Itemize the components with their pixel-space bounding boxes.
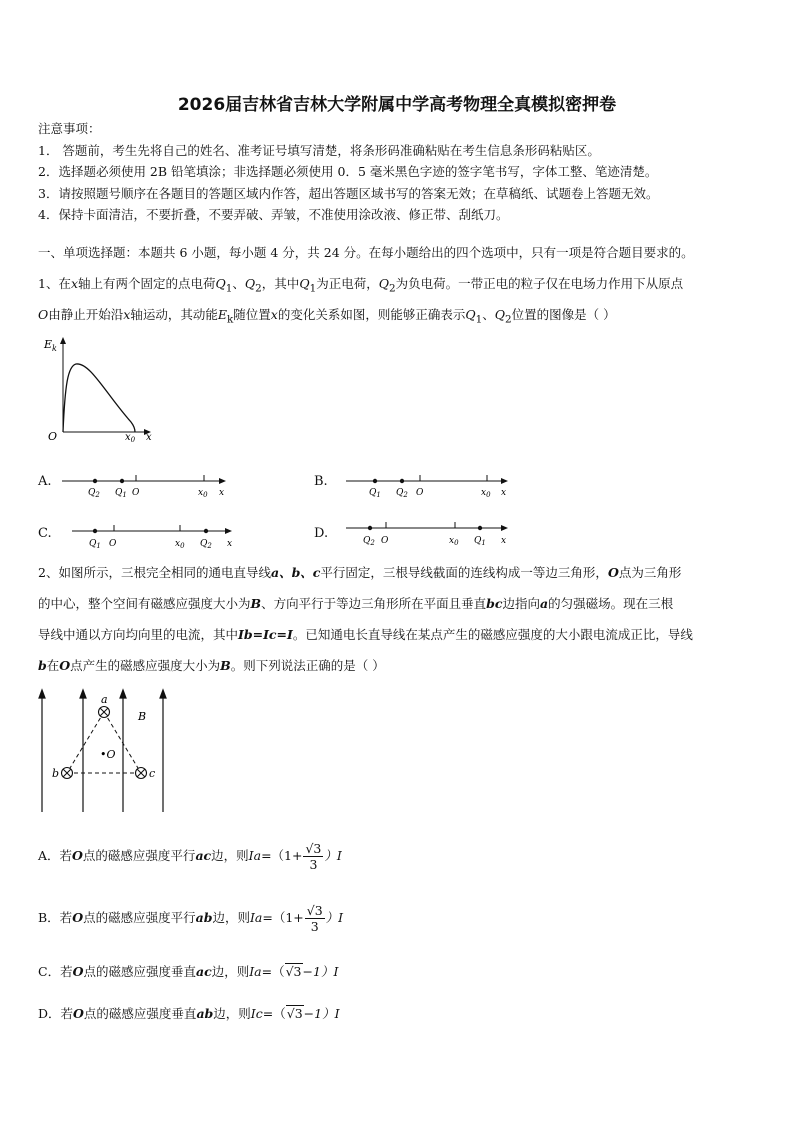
charge-dot xyxy=(93,479,97,483)
page-title: 2026届吉林省吉林大学附属中学高考物理全真模拟密押卷 xyxy=(177,95,617,115)
svg-text:x0: $x_0$ xyxy=(198,488,208,499)
ek-graph xyxy=(38,334,168,444)
x-label: x xyxy=(146,432,152,443)
q2-line2: 的中心，整个空间有磁感应强度大小为B、方向平行于等边三角形所在平面且垂直bc边指向a的匀强磁场。现在三根 xyxy=(38,596,674,611)
q2-line3: 导线中通以方向均向里的电流，其中Ib=Ic=I。已知通电长直导线在某点产生的磁感应强度的大小跟电流成正比，导线 xyxy=(38,627,693,642)
svg-text:x0: $x_0$ xyxy=(449,536,459,547)
svg-text:b: b xyxy=(52,767,60,780)
svg-text:O: O xyxy=(132,488,140,498)
q1-option-a-axis xyxy=(62,470,232,500)
x0-label: $x_0$ xyxy=(125,432,136,444)
q2-option-a[interactable]: A．若O点的磁感应强度平行ac边，则Ia=（1+ $\frac{√3}{3}$ ）I xyxy=(38,841,342,872)
notice-block xyxy=(38,118,658,226)
charge-dot xyxy=(400,479,404,483)
svg-text:Q1: $Q_1$ xyxy=(115,488,127,499)
q1-option-d-label[interactable]: D. xyxy=(314,526,329,541)
svg-text:c: c xyxy=(149,767,156,780)
svg-text:x: x xyxy=(501,536,507,546)
svg-text:x0: $x_0$ xyxy=(481,488,491,499)
svg-text:Q1: $Q_1$ xyxy=(369,488,381,499)
q1-line1: 1、在x轴上有两个固定的点电荷$Q_1$、$Q_2$，其中$Q_1$为正电荷，$Q_2$为负电荷。一带正电的粒子仅在电场力作用下从原点 xyxy=(38,276,684,295)
q1-option-c-axis xyxy=(72,521,242,551)
charge-dot xyxy=(204,529,208,533)
svg-text:B: B xyxy=(138,710,147,723)
svg-text:Q1: $Q_1$ xyxy=(474,536,486,547)
ek-curve xyxy=(63,364,135,432)
section-heading: 一、单项选择题：本题共 6 小题，每小题 4 分，共 24 分。在每小题给出的四个选项中，只有一项是符合题目要求的。 xyxy=(38,245,694,260)
q1-option-d-axis xyxy=(346,518,516,548)
q2-line1: 2、如图所示，三根完全相同的通电直导线a、b、c平行固定，三根导线截面的连线构成一等边三角形，O点为三角形 xyxy=(38,565,682,580)
charge-dot xyxy=(373,479,377,483)
svg-text:Q2: $Q_2$ xyxy=(363,536,375,547)
svg-text:x: x xyxy=(501,488,507,498)
q2-line4: b在O点产生的磁感应强度大小为B。则下列说法正确的是（ ） xyxy=(38,658,385,673)
svg-text:x: x xyxy=(227,539,233,549)
charge-dot xyxy=(120,479,124,483)
charge-dot xyxy=(93,529,97,533)
notice-heading: 注意事项： xyxy=(38,121,101,136)
ek-label: $E_k$ xyxy=(44,338,57,353)
svg-text:Q1: $Q_1$ xyxy=(89,539,101,550)
q2-option-b[interactable]: B．若O点的磁感应强度平行ab边，则Ia=（1+ $\frac{√3}{3}$ ）I xyxy=(38,903,344,934)
notice-item: 1． 答题前，考生先将自己的姓名、准考证号填写清楚，将条形码准确粘贴在考生信息条形码粘贴区。 xyxy=(38,142,600,158)
svg-text:Q2: $Q_2$ xyxy=(200,539,212,550)
notice-item: 2．选择题必须使用 2B 铅笔填涂；非选择题必须使用 0．5 毫米黑色字迹的签字笔书写，字体工整、笔迹清楚。 xyxy=(38,164,658,179)
charge-dot xyxy=(368,526,372,530)
svg-text:a: a xyxy=(101,693,108,706)
notice-item: 4．保持卡面清洁，不要折叠，不要弄破、弄皱，不准使用涂改液、修正带、刮纸刀。 xyxy=(38,207,509,222)
notice-item: 3．请按照题号顺序在各题目的答题区域内作答，超出答题区域书写的答案无效；在草稿纸、试题卷上答题无效。 xyxy=(38,185,659,201)
svg-text:x0: $x_0$ xyxy=(175,539,185,550)
q1-option-a-label[interactable]: A. xyxy=(38,474,52,489)
svg-text:x: x xyxy=(219,488,225,498)
q2-figure xyxy=(34,686,174,816)
q1-option-b-axis xyxy=(346,470,516,500)
q1-option-b-label[interactable]: B. xyxy=(314,474,328,489)
svg-text:Q2: $Q_2$ xyxy=(88,488,100,499)
svg-text:O: O xyxy=(381,536,389,546)
svg-text:Q2: $Q_2$ xyxy=(396,488,408,499)
svg-text:•O: •O xyxy=(100,748,116,761)
q2-option-c[interactable]: C．若O点的磁感应强度垂直ac边，则Ia=（√3−1）I xyxy=(38,964,339,979)
svg-text:O: O xyxy=(416,488,424,498)
origin-label: O xyxy=(48,430,58,443)
q1-option-c-label[interactable]: C. xyxy=(38,526,52,541)
svg-text:O: O xyxy=(109,539,117,549)
q1-line2: O由静止开始沿x轴运动，其动能$E_k$随位置x的变化关系如图，则能够正确表示$Q_1$、$Q_2$位置的图像是（ ） xyxy=(38,307,616,326)
y-axis-arrow xyxy=(60,337,66,344)
charge-dot xyxy=(478,526,482,530)
q2-option-d[interactable]: D．若O点的磁感应强度垂直ab边，则Ic=（√3−1）I xyxy=(38,1006,340,1021)
